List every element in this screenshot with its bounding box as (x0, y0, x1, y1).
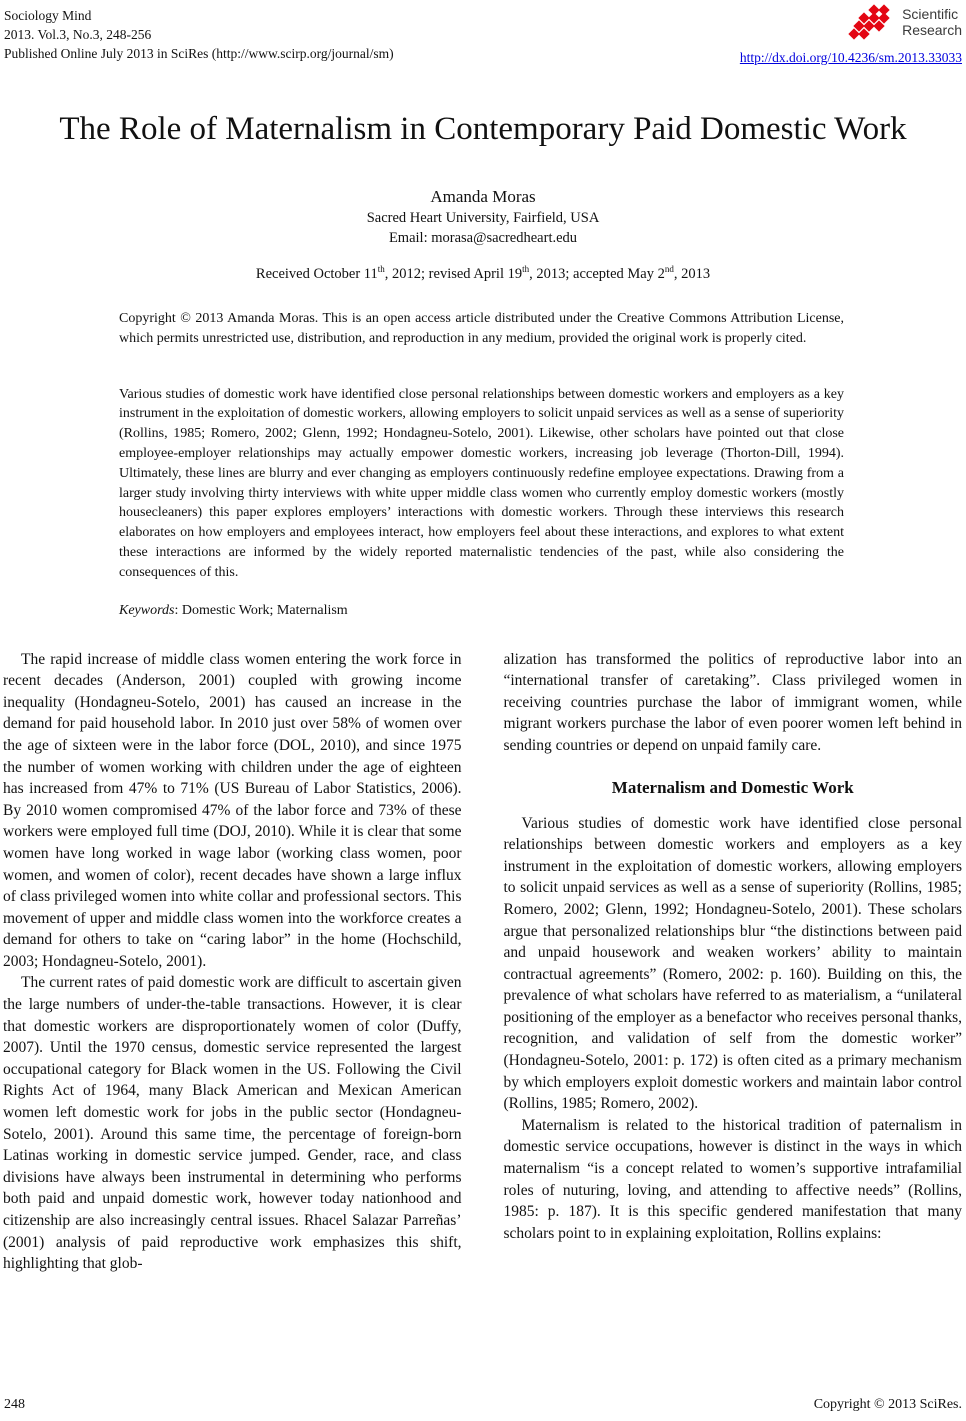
journal-title: Sociology Mind (4, 8, 92, 23)
scires-diamonds-icon (848, 6, 896, 40)
right-column (504, 649, 963, 1349)
body-paragraph: Various studies of domestic work have identified close personal relationships between domestic workers and employers as a key instrument in the exploitation of domestic workers, allowing employers to solicit unpaid services as well as a sense of superiority (Rollins, 1985; Romero, 2002; Glenn, 1992; Hondagneu-Sotelo, 2001). These scholars argue that personalized relationships blur “the distinctions between paid and unpaid housework and weaken workers’ ability to maintain contractual agreements” (Romero, 2002: p. 160). Building on this, the prevalence of what scholars have referred to as materialism, a “unilateral positioning of the employer as a benefactor who receives personal thanks, recognition, and validation of self from the domestic worker” (Hondagneu-Sotelo, 2001: p. 172) is often cited as a primary mechanism by which employers exploit domestic workers and maintain labor control (Rollins, 1985; Romero, 2002). (503, 814, 962, 1113)
body-paragraph: The rapid increase of middle class women entering the work force in recent decades (Anderson, 2001) coupled with growing income inequality (Hondagneu-Sotelo, 2001) has caused an increase in the demand for paid household labor. In 2010 just over 58% of women over the age of sixteen were in the labor force (DOL, 2010), and since 1975 the number of women working with children under the age of eighteen has increased from 47% to 71% (US Bureau of Labor Statistics, 2006). By 2010 women compromised 47% of the labor force and 73% of these workers were employed full time (DOJ, 2010). While it is clear that some women have long worked in wage labor (working class women, poor women, and women of color), recent decades have shown a large influx of class privileged women into white collar and professional sectors. This movement of upper and middle class women into the workforce creates a demand for others to take on “caring labor” in the home (Hochschild, 2003; Hondagneu-Sotelo, 2001). (3, 650, 462, 970)
publisher-logo (740, 6, 962, 40)
publisher-name-line1: Scientific (902, 6, 959, 22)
received-text: , 2013 (673, 266, 711, 282)
page-footer (4, 1397, 962, 1413)
author-block (0, 185, 966, 248)
copyright-notice: Copyright © 2013 Amanda Moras. This is an open access article distributed under the Creative Commons Attribution License, which permits unrestricted use, distribution, and reproduction in any medium, provided the original work is properly cited. (119, 311, 844, 346)
received-line (0, 264, 966, 285)
author-affiliation: Sacred Heart University, Fairfield, USA (366, 210, 600, 226)
received-superscript: nd (664, 264, 674, 275)
page-number: 248 (4, 1397, 25, 1412)
abstract-text: Various studies of domestic work have identified close personal relationships between domestic workers and employers as a key instrument in the exploitation of domestic workers, allowing employers to solicit unpaid services as well as a sense of superiority (Rollins, 1985; Romero, 2002; Glenn, 1992; Hondagneu-Sotelo, 2001). Likewise, other scholars have pointed out that close employee-employer relationships may actually empower domestic workers, increasing job leverage (Thorton-Dill, 1994). Ultimately, these lines are blurry and ever changing as employers continuously redefine employee expectations. Drawing from a larger study involving thirty interviews with white upper middle class women who currently employ domestic workers (mostly housecleaners) this paper explores employers’ interactions with domestic workers. Through these interviews this research elaborates on how employers and employees interact, how employers feel about these interactions, and explores to what extent these interactions are informed by the widely reported maternalistic tendencies of the past, while also considering the consequences of this. (119, 386, 844, 580)
left-column (3, 649, 462, 1349)
received-superscript: th (377, 264, 385, 275)
publisher-name (902, 6, 962, 38)
article-title: The Role of Maternalism in Contemporary Paid Domestic Work (59, 111, 907, 147)
section-heading: Maternalism and Domestic Work (611, 777, 854, 797)
body-paragraph-continuation: alization has transformed the politics of reproductive labor into an “international transfer of caretaking”. Class privileged women in receiving countries purchase the labor of immigrant women, while migrant workers purchase the labor of even poorer women left behind in sending countries or depend on unpaid family care. (503, 650, 962, 754)
footer-copyright: Copyright © 2013 SciRes. (813, 1397, 962, 1412)
received-superscript: th (522, 264, 530, 275)
publisher-name-line2: Research (902, 21, 962, 38)
keywords-text: : Domestic Work; Maternalism (174, 602, 348, 618)
keywords-line (119, 603, 844, 619)
keywords-label: Keywords (119, 602, 175, 618)
body-paragraph: The current rates of paid domestic work are difficult to ascertain given the large numbers of under-the-table transactions. However, it is clear that domestic workers are disproportionately women of color (Duffy, 2007). Until the 1970 census, domestic service represented the largest occupational category for Black women in the US. Following the Civil Rights Act of 1964, many Black American and Mexican American women left domestic work for jobs in the public sector (Hondagneu-Sotelo, 2001). Around this same time, the percentage of foreign-born Latinas working in domestic service jumped. Gender, race, and class divisions have always been instrumental in determining who performs both paid and unpaid domestic work, however today nationhood and citizenship are also increasingly central issues. Rhacel Salazar Parreñas’ (2001) analysis of paid reproductive work emphasizes this shift, highlighting that glob- (3, 974, 462, 1273)
page-header (0, 0, 966, 67)
header-right (740, 6, 962, 67)
received-text: Received October 11 (255, 266, 378, 282)
doi-link[interactable]: http://dx.doi.org/10.4236/sm.2013.33033 (739, 50, 962, 65)
author-name: Amanda Moras (430, 187, 536, 206)
body-paragraph: Maternalism is related to the historical tradition of paternalism in domestic service occupations, however is distinct in the ways in which maternalism “is a concept related to women’s supportive intrafamilial roles of nuturing, loving, and attending to affective needs” (Rollins, 1985: p. 187). It is this specific gendered manifestation that many scholars point to in explaining exploitation, Rollins explains: (503, 1116, 962, 1242)
journal-info (4, 6, 394, 67)
received-text: , 2012; revised April 19 (384, 266, 523, 282)
journal-volume: 2013. Vol.3, No.3, 248-256 (4, 27, 152, 42)
received-text: , 2013; accepted May 2 (529, 266, 665, 282)
published-line: Published Online July 2013 in SciRes (http://www.scirp.org/journal/sm) (4, 46, 394, 61)
body-columns (3, 649, 962, 1349)
author-email: Email: morasa@sacredheart.edu (388, 230, 578, 246)
